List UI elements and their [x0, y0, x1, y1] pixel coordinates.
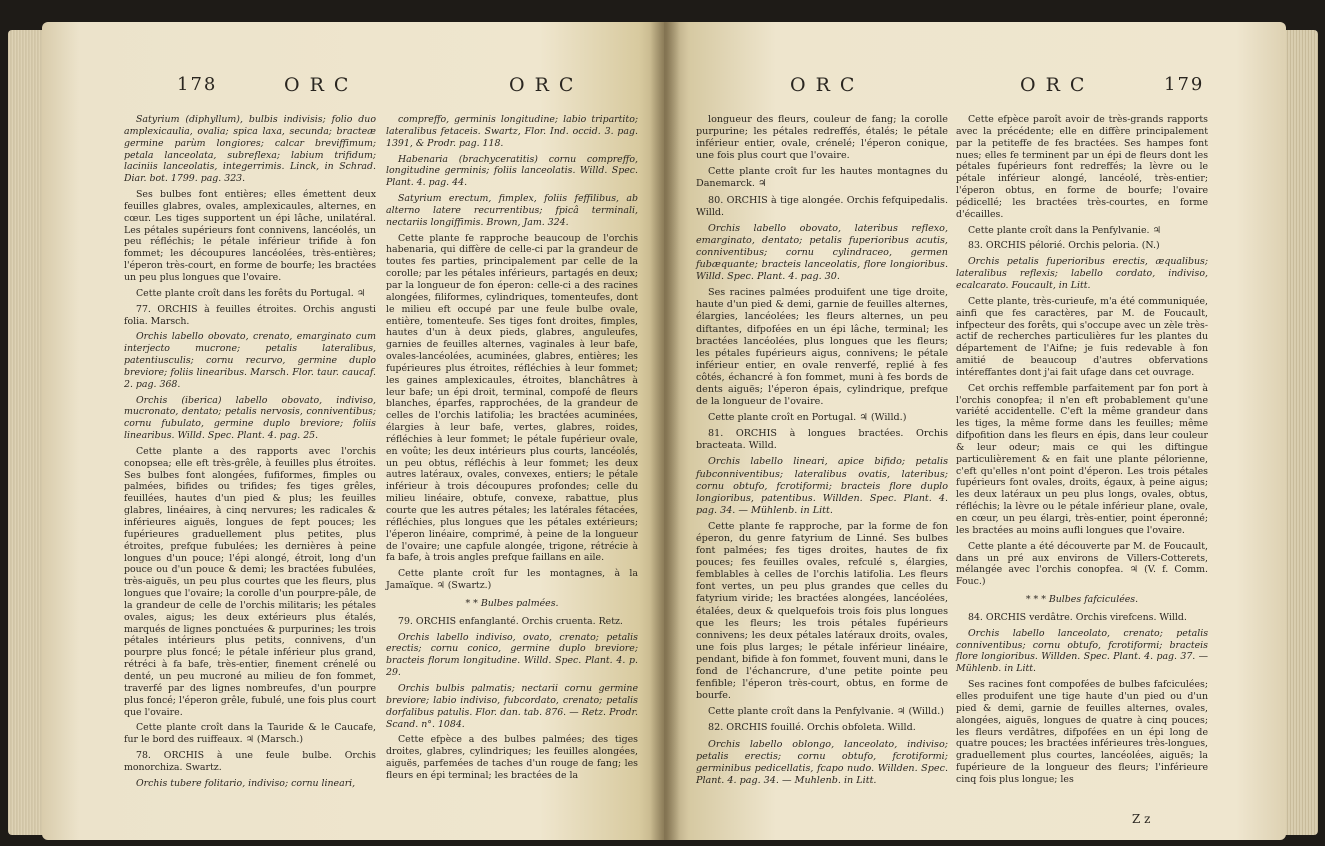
- left-column-1: [124, 114, 376, 794]
- paragraph: Ses racines palmées produifent une tige droite, haute d'un pied & demi, garnie de feuilles alternes, élargies, lancéolées; les fleurs alternes, un peu diftantes, difpofées en un épi lâche, terminal; les bractées lancéolées, plus longues que les fleurs; les pétales fupérieurs aigus, connivens; le pétale inférieur entier, en ovale renverfé, replié à fes côtés, échancré à fon fommet, muni à fes bords de dents aiguës; l'éperon épais, cylindrique, prefque de la longueur de l'ovaire.: [696, 287, 948, 408]
- signature-mark: Z z: [1132, 812, 1151, 826]
- paragraph: Cette plante croît dans la Tauride & le Caucafe, fur le bord des ruiffeaux. ♃ (Marsch.): [124, 722, 376, 746]
- paragraph: 83. ORCHIS pélorié. Orchis peloria. (N.): [968, 240, 1160, 252]
- paragraph: Cette plante fe rapproche, par la forme de fon éperon, du genre fatyrium de Linné. Ses bulbes font palmées; fes tiges droites, hautes de fix pouces; fes feuilles ovales, refculé s, élargies, femblables à celles de l'orchis latifolia. Les fleurs font vertes, un peu plus grandes que celles du fatyrium viride; les bractées alongées, lancéolées, étalées, deux & quelquefois trois fois plus longues que les fleurs; les trois pétales fupérieurs connivens; les deux pétales latéraux droits, ovales, une fois plus larges; le pétale inférieur linéaire, pendant, bifide à fon fommet, fouvent muni, dans le fond de l'échancrure, d'une petite pointe peu fenfible; l'éperon très-court, obtus, en forme de bourfe.: [696, 520, 949, 702]
- paragraph: 80. ORCHIS à tige alongée. Orchis fefquipedalis. Willd.: [696, 194, 948, 218]
- paragraph: Orchis labello lanceolato, crenato; petalis conniventibus; cornu obtufo, fcrotiformi; bracteis flore longioribus. Willden. Spec. Plant. 4. pag. 37. — Mühlenb. in Litt.: [956, 627, 1208, 675]
- left-page-number: 178: [177, 74, 218, 95]
- paragraph: Cette plante croît en Portugal. ♃ (Willd.): [708, 412, 907, 424]
- paragraph: Orchis labello oblongo, lanceolato, indiviso; petalis erectis; cornu obtufo, fcrotiformi; germinibus pedicellatis, fcapo nudo. Willden. Spec. Plant. 4. pag. 34. — Muhlenb. in Litt.: [696, 738, 948, 786]
- left-column-2: [386, 114, 638, 786]
- right-header: [664, 74, 1286, 106]
- paragraph: * * * Bulbes fafciculées.: [1025, 594, 1139, 606]
- paragraph: Orchis labello obovato, crenato, emarginato cum interjecto mucrone; petalis lateralibus, patentiusculis; cornu recurvo, germine duplo breviore; foliis linearibus. Marsch. Flor. taur. caucaf. 2. pag. 368.: [124, 331, 376, 390]
- paragraph: Cette plante, très-curieufe, m'a été communiquée, ainfi que fes caractères, par M. de Foucault, infpecteur des forêts, qui s'occupe avec un zèle très-actif de recherches particulières fur les plantes du département de l'Aifne; je fuis redevable à fon amitié de beaucoup d'autres obfervations intéreffantes dont j'ai fait ufage dans cet ouvrage.: [956, 295, 1208, 378]
- paragraph: 82. ORCHIS fouillé. Orchis obfoleta. Willd.: [708, 722, 916, 734]
- left-running-title-2: ORC: [509, 74, 584, 96]
- paragraph: Satyrium (diphyllum), bulbis indivisis; folio duo amplexicaulia, ovalia; spica laxa, secunda; bracteæ germine parùm longiores; calcar breviffimum; petala lanceolata, subreflexa; labium trifidum; laciniis lanceolatis, integerrimis. Linck, in Schrad. Diar. bot. 1799. pag. 323.: [124, 114, 376, 185]
- paragraph: longueur des fleurs, couleur de fang; la corolle purpurine; les pétales redreffés, étalés; le pétale inférieur entier, ovale, crénelé; l'éperon conique, une fois plus court que l'ovaire.: [696, 114, 948, 162]
- paragraph: Cette plante a des rapports avec l'orchis conopsea; elle eft très-grêle, à feuilles plus étroites. Ses bulbes font alongées, fufiformes, fimples ou palmées, bifides ou trifides; fes tiges grêles, feuillées, hautes d'un pied & plus; les feuilles glabres, linéaires, à cinq nervures; les radicales & inférieures aiguës, longues de fept pouces; les fupérieures graduellement plus petites, plus étroites, prefque fubulées; les dernières à peine longues d'un pouce; l'épi alongé, étroit, long d'un pouce ou d'un pouce & demi; les bractées fubulées, très-aiguës, un peu plus courtes que les fleurs, plus longues que l'ovaire; la corolle d'un pourpre-pâle, de la grandeur de celle de l'orchis militaris; les pétales ovales, aigus; les deux extérieurs plus étalés, marqués de lignes ponctuées & purpurines; les trois pétales intérieurs plus petits, connivens, d'un pourpre plus foncé; le pétale inférieur plus grand, rétréci à fa bafe, très-entier, finement crénelé ou denté, un peu mucroné au milieu de fon fommet, traverfé par des lignes nombreufes, d'un pourpre plus foncé; l'éperon grêle, fubulé, une fois plus court que l'ovaire.: [124, 445, 376, 718]
- paragraph: 78. ORCHIS à une feule bulbe. Orchis monorchiza. Swartz.: [124, 750, 376, 773]
- right-column-1: [696, 114, 948, 791]
- paragraph: 84. ORCHIS verdâtre. Orchis virefcens. Willd.: [968, 611, 1187, 623]
- paragraph: Cette plante croît fur les hautes montagnes du Danemarck. ♃: [696, 166, 948, 190]
- paragraph: Cet orchis reffemble parfaitement par fon port à l'orchis conopfea; il n'en eft probablement qu'une variété accidentelle. C'eft la même grandeur dans les tiges, la même forme dans les feuilles; même difpofition dans les fleurs en épis, dans leur couleur & leur odeur; mais ce qui les diftingue particulièrement & en fait une plante pélorienne, c'eft qu'elles n'ont point d'éperon. Les trois pétales fupérieurs font ovales, droits, égaux, à peine aigus; les deux latéraux un peu plus longs, ovales, obtus, réfléchis; la lèvre ou le pétale inférieur plane, ovale, en cœur, un peu élargi, très-entier, point éperonné; les bractées au moins aufli longues que l'ovaire.: [956, 382, 1208, 536]
- right-page-edges: [1284, 30, 1318, 835]
- paragraph: 81. ORCHIS à longues bractées. Orchis bracteata. Willd.: [696, 428, 948, 452]
- left-page-edges: [8, 30, 44, 835]
- paragraph: Ses bulbes font entières; elles émettent deux feuilles glabres, ovales, amplexicaules, alternes, en cœur. Les tiges supportent un épi lâche, unilatéral. Les pétales supérieurs font connivens, lancéolés, un peu réfléchis; le pétale inférieur trifide à fon fommet; les découpures lancéolées, très-entières; l'éperon très-court, en forme de bourfe; les bractées un peu plus longues que l'ovaire.: [124, 189, 376, 283]
- paragraph: Ses racines font compofées de bulbes fafciculées; elles produifent une tige haute d'un pied ou d'un pied & demi, garnie de feuilles alternes, ovales, alongées, aiguës, longues de quatre à cinq pouces; les fleurs verdâtres, difpofées en un épi long de quatre pouces; les bractées inférieures très-longues, graduellement plus courtes, lancéolées, aiguës; la fupérieure de la longueur des fleurs; l'inférieure cinq fois plus longue; les: [956, 679, 1208, 785]
- paragraph: Orchis bulbis palmatis; nectarii cornu germine breviore; labio indiviso, fubcordato, crenato; petalis dorfalibus patulis. Flor. dan. tab. 876. — Retz. Prodr. Scand. n°. 1084.: [386, 682, 638, 730]
- paragraph: 77. ORCHIS à feuilles étroites. Orchis angusti folia. Marsch.: [124, 303, 376, 327]
- left-page: [42, 22, 664, 840]
- book-gutter: [650, 22, 680, 840]
- left-running-title: ORC: [284, 74, 359, 96]
- paragraph: Orchis petalis fuperioribus erectis, æqualibus; lateralibus reflexis; labello cordato, indiviso, ecalcarato. Foucault, in Litt.: [956, 256, 1208, 291]
- right-running-title: ORC: [790, 74, 865, 96]
- paragraph: Cette plante croît dans les forêts du Portugal. ♃: [136, 287, 366, 299]
- right-running-title-2: ORC: [1020, 74, 1095, 96]
- paragraph: Cette efpèce paroît avoir de très-grands rapports avec la précédente; elle en diffère principalement par la petiteffe de fes bractées. Ses hampes font nues; elles fe terminent par un épi de fleurs dont les pétales fupérieurs font redreffés; la lèvre ou le pétale inférieur alongé, lancéolé, très-entier; l'éperon obtus, en forme de bourfe; l'ovaire pédicellé; les bractées très-courtes, en forme d'écailles.: [956, 114, 1208, 220]
- right-page: [664, 22, 1286, 840]
- right-column-2: [956, 114, 1208, 790]
- right-page-number: 179: [1164, 74, 1205, 95]
- paragraph: Cette plante croît dans la Penfylvanie. ♃ (Willd.): [708, 706, 945, 718]
- paragraph: Cette plante a été découverte par M. de Foucault, dans un pré aux environs de Villers-Cotterets, mélangée avec l'orchis conopfea. ♃ (V. f. Comm. Fouc.): [956, 540, 1208, 588]
- paragraph: Orchis (iberica) labello obovato, indiviso, mucronato, dentato; petalis nervosis, conniventibus; cornu fubulato, germine duplo breviore; foliis linearibus. Willd. Spec. Plant. 4. pag. 25.: [124, 394, 376, 442]
- paragraph: 79. ORCHIS enfanglanté. Orchis cruenta. Retz.: [398, 615, 623, 627]
- paragraph: Orchis labello obovato, lateribus reflexo, emarginato, dentato; petalis fuperioribus acutis, conniventibus; cornu cylindraceo, germen fubæquante; bracteis lanceolatis, flore longioribus. Willd. Spec. Plant. 4. pag. 30.: [696, 222, 948, 283]
- left-header: [42, 74, 664, 106]
- paragraph: Cette plante croît fur les montagnes, à la Jamaïque. ♃ (Swartz.): [386, 568, 638, 592]
- paragraph: Satyrium erectum, fimplex, foliis feffilibus, ab alterno latere recurrentibus; fpicâ terminali, nectariis longiffimis. Brown, Jam. 324.: [386, 193, 638, 228]
- paragraph: Orchis tubere folitario, indiviso; cornu lineari,: [136, 777, 356, 789]
- paragraph: Cette plante fe rapproche beaucoup de l'orchis habenaria, qui diffère de celle-ci par la grandeur de toutes fes parties, principalement par celle de la corolle; par les pétales inférieurs, partagés en deux; par la longueur de fon éperon: celle-ci a des racines alongées, filiformes, cylindriques, tomenteufes, dont le milieu eft occupé par une feule bulbe ovale, entière, tomenteufe. Ses tiges font droites, fimples, hautes d'un à deux pieds, glabres, anguleufes, garnies de feuilles alternes, vaginales à leur bafe, ovales-lancéolées, acuminées, glabres, entières; les fupérieures plus étroites, réfléchies à leur fommet; les gaines amplexicaules, étroites, blanchâtres à leur bafe; un épi droit, terminal, compofé de fleurs blanches, éparfes, rapprochées, de la grandeur de celles de l'orchis latifolia; les bractées acuminées, élargies à leur bafe, vertes, glabres, roides, réfléchies à leur fommet; le pétale fupérieur ovale, en voûte; les deux intérieurs plus courts, lancéolés, un peu obtus, réfléchis à leur fommet; les deux autres latéraux, ovales, convexes, entiers; le pétale inférieur à trois découpures profondes; celle du milieu linéaire, obtufe, convexe, rabattue, plus courte que les autres pétales; les latérales fétacées, réfléchies, plus longues que les pétales extérieurs; l'éperon linéaire, comprimé, à peine de la longueur de l'ovaire; une capfule alongée, trigone, rétrécie à fa bafe, à trois angles prefque faillans en aile.: [386, 232, 638, 564]
- paragraph: Cette plante croît dans la Penfylvanie. ♃: [968, 224, 1161, 236]
- paragraph: Cette efpèce a des bulbes palmées; des tiges droites, glabres, cylindriques; les feuilles alongées, aiguës, parfemées de taches d'un rouge de fang; les fleurs en épi terminal; les bractées de la: [386, 734, 638, 781]
- paragraph: * * Bulbes palmées.: [465, 597, 559, 609]
- paragraph: Habenaria (brachyceratitis) cornu compreffo, longitudine germinis; foliis lanceolatis. Willd. Spec. Plant. 4. pag. 44.: [386, 153, 638, 189]
- paragraph: Orchis labello lineari, apice bifido; petalis fubconniventibus; lateralibus ovatis, lateribus; cornu obtufo, fcrotiformi; bracteis flore duplo longioribus, patentibus. Willden. Spec. Plant. 4. pag. 34. — Mühlenb. in Litt.: [696, 456, 948, 516]
- paragraph: compreffo, germinis longitudine; labio tripartito; lateralibus fetaceis. Swartz, Flor. Ind. occid. 3. pag. 1391, & Prodr. pag. 118.: [386, 114, 638, 149]
- paragraph: Orchis labello indiviso, ovato, crenato; petalis erectis; cornu conico, germine duplo breviore; bracteis florum longitudine. Willd. Spec. Plant. 4. p. 29.: [386, 631, 638, 679]
